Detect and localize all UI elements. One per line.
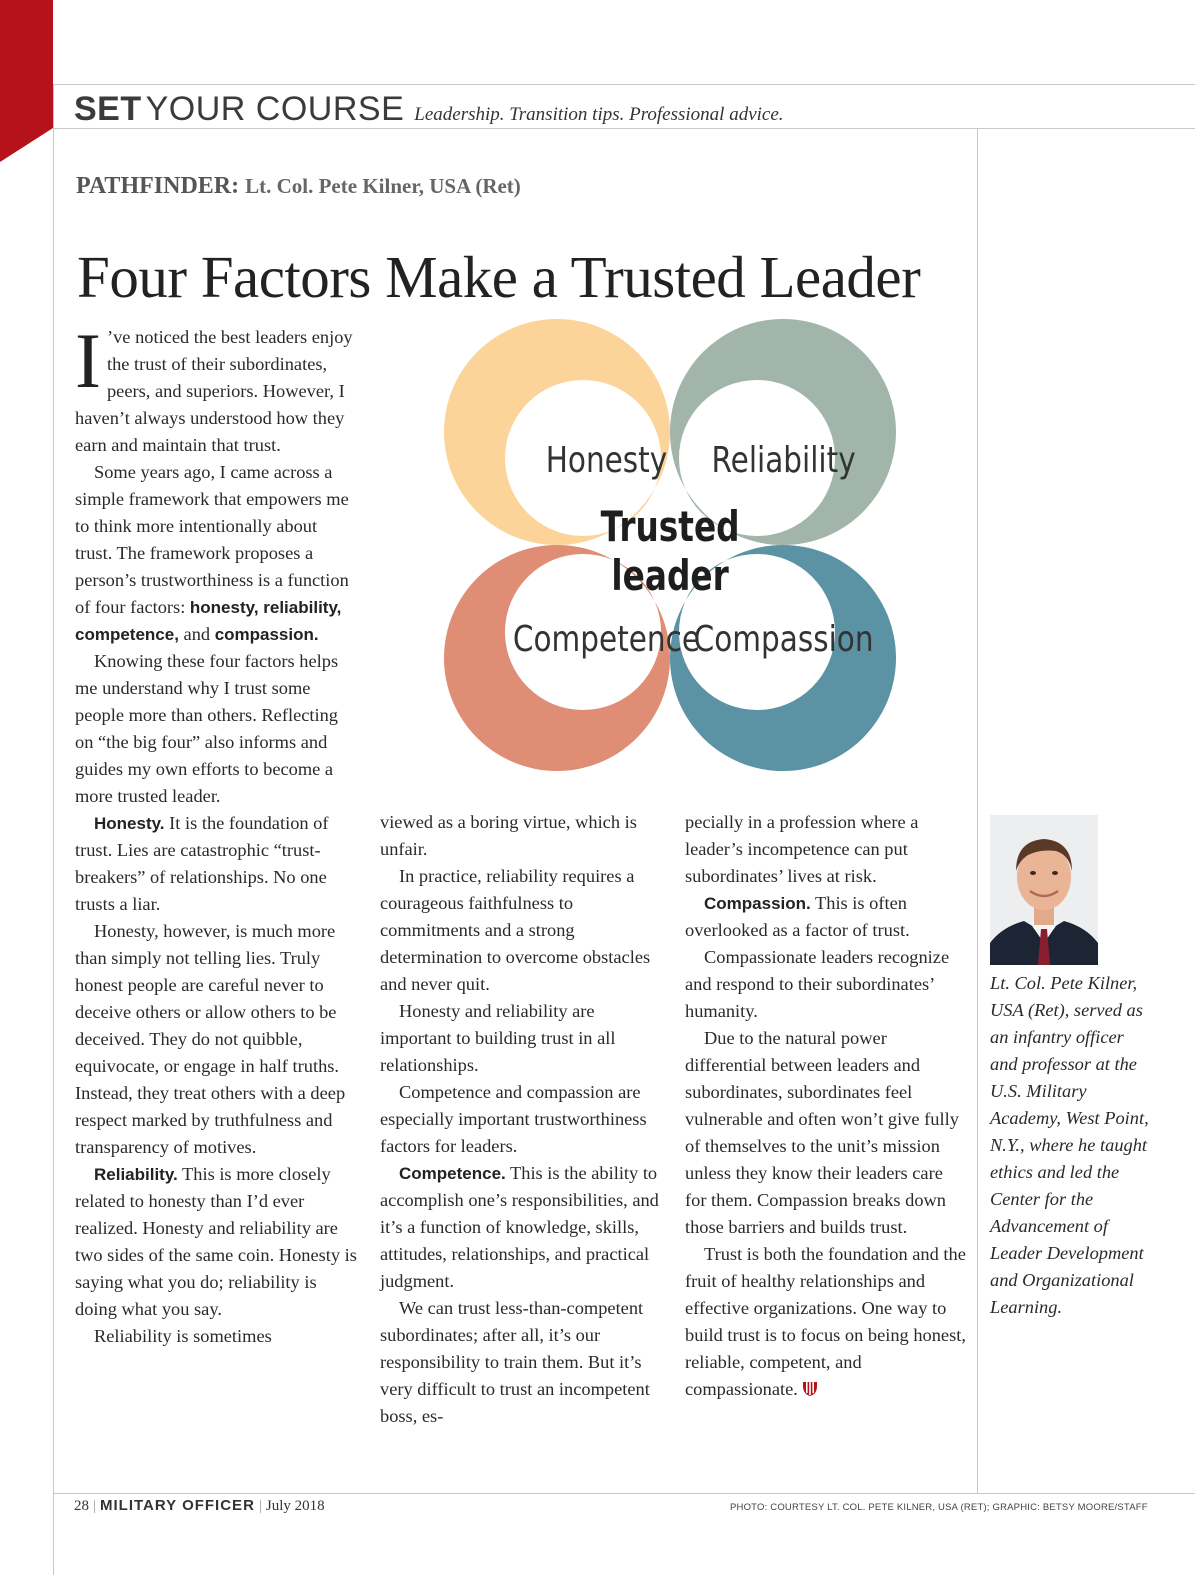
- paragraph: Reliability. This is more closely related to honesty than I’d ever realized. Honesty and reliability are two sides of the same coin. Honesty is saying what you do; reliability is doing what you say.: [75, 1164, 357, 1319]
- paragraph: Honesty and reliability are important to building trust in all relationships.: [380, 1001, 616, 1075]
- paragraph: pecially in a profession where a leader’s incompetence can put subordinates’ lives at risk.: [685, 812, 919, 886]
- article-column-3: [685, 809, 967, 1403]
- paragraph: Trust is both the foundation and the fruit of healthy relationships and effective organizations. One way to build trust is to focus on being honest, reliable, competent, and compassionate.: [685, 1244, 966, 1399]
- center-label-line2: leader: [611, 550, 729, 601]
- byline-label: PATHFINDER:: [76, 173, 240, 199]
- paragraph: Knowing these four factors helps me understand why I trust some people more than others. Reflecting on “the big four” also informs and guides my own efforts to become a more trusted leader.: [75, 651, 339, 806]
- paragraph: Competence and compassion are especially important trustworthiness factors for leaders.: [380, 1082, 647, 1156]
- paragraph: Honesty. It is the foundation of trust. Lies are catastrophic “trust-breakers” of relationships. No one trusts a liar.: [75, 813, 329, 914]
- end-mark-icon: [802, 1381, 818, 1397]
- issue-date: July 2018: [265, 1498, 325, 1514]
- magazine-name: MILITARY OFFICER: [100, 1497, 255, 1514]
- paragraph: viewed as a boring virtue, which is unfair.: [380, 812, 637, 859]
- paragraph: We can trust less-than-competent subordinates; after all, it’s our responsibility to train them. But it’s very difficult to trust an incompetent boss, es-: [380, 1298, 650, 1426]
- byline-author: Lt. Col. Pete Kilner, USA (Ret): [245, 174, 521, 198]
- top-rule: [53, 84, 1195, 85]
- subhead-competence: Competence.: [399, 1164, 506, 1183]
- page-number: 28: [74, 1498, 89, 1514]
- paragraph: Competence. This is the ability to accomplish one’s responsibilities, and it’s a function of knowledge, skills, attitudes, relationships, and practical judgment.: [380, 1163, 659, 1291]
- page-footer: 28 | MILITARY OFFICER | July 2018: [74, 1497, 325, 1514]
- paragraph: Honesty, however, is much more than simply not telling lies. Truly honest people are careful never to deceive others or allow others to be deceived. They do not quibble, equivocate, or engage in half truths. Instead, they treat others with a deep respect marked by truthfulness and transparency of motives.: [75, 921, 346, 1157]
- compassion-label: Compassion: [693, 617, 874, 660]
- paragraph: Compassionate leaders recognize and respond to their subordinates’ humanity.: [685, 947, 950, 1021]
- paragraph: Reliability is sometimes: [94, 1326, 272, 1346]
- section-title-bold: SET: [74, 90, 142, 128]
- paragraph: Compassion. This is often overlooked as a factor of trust.: [685, 893, 910, 940]
- sidebar-divider: [977, 128, 978, 1494]
- red-corner-tab: [0, 0, 53, 162]
- section-title-light: YOUR COURSE: [145, 90, 405, 128]
- section-header: [74, 90, 784, 129]
- paragraph: In practice, reliability requires a courageous faithfulness to commitments and a strong determination to overcome obstacles and never quit.: [380, 866, 651, 994]
- center-label-line1: Trusted: [600, 501, 740, 552]
- competence-label: Competence: [512, 617, 701, 660]
- trusted-leader-diagram: [440, 315, 900, 775]
- drop-cap: I: [75, 317, 101, 404]
- paragraph: I ’ve noticed the best leaders enjoy the trust of their subordinates, peers, and superiors. However, I haven’t always understood how they earn and maintain that trust.: [75, 317, 353, 455]
- section-tagline: Leadership. Transition tips. Professional advice.: [414, 104, 784, 125]
- article-headline: Four Factors Make a Trusted Leader: [77, 244, 921, 310]
- paragraph: Some years ago, I came across a simple framework that empowers me to think more intentionally about trust. The framework proposes a person’s trustworthiness is a function of four factors: honesty, reliability, competence, and compassion.: [75, 462, 349, 644]
- photo-credits: PHOTO: COURTESY LT. COL. PETE KILNER, USA (RET); GRAPHIC: BETSY MOORE/STAFF: [730, 1502, 1148, 1513]
- left-margin-rule: [53, 84, 54, 1575]
- honesty-label: Honesty: [545, 438, 668, 481]
- subhead-reliability: Reliability.: [94, 1165, 178, 1184]
- article-column-2: [380, 809, 665, 1430]
- author-photo: [990, 815, 1098, 965]
- footer-rule: [53, 1493, 1195, 1494]
- reliability-label: Reliability: [711, 438, 856, 481]
- subhead-honesty: Honesty.: [94, 814, 165, 833]
- subhead-compassion: Compassion.: [704, 894, 811, 913]
- article-column-1: [75, 317, 357, 1350]
- byline: [76, 173, 521, 200]
- author-bio-caption: Lt. Col. Pete Kilner, USA (Ret), served as an infantry officer and professor at the U.S. Military Academy, West Point, N.Y., where he taught ethics and led the Center for the Advancement of Leader Development and Organizational Learning.: [990, 973, 1149, 1317]
- paragraph: Due to the natural power differential between leaders and subordinates, subordinates feel vulnerable and often won’t give fully of themselves to the unit’s mission unless they know their leaders care for them. Compassion breaks down those barriers and builds trust.: [685, 1028, 959, 1237]
